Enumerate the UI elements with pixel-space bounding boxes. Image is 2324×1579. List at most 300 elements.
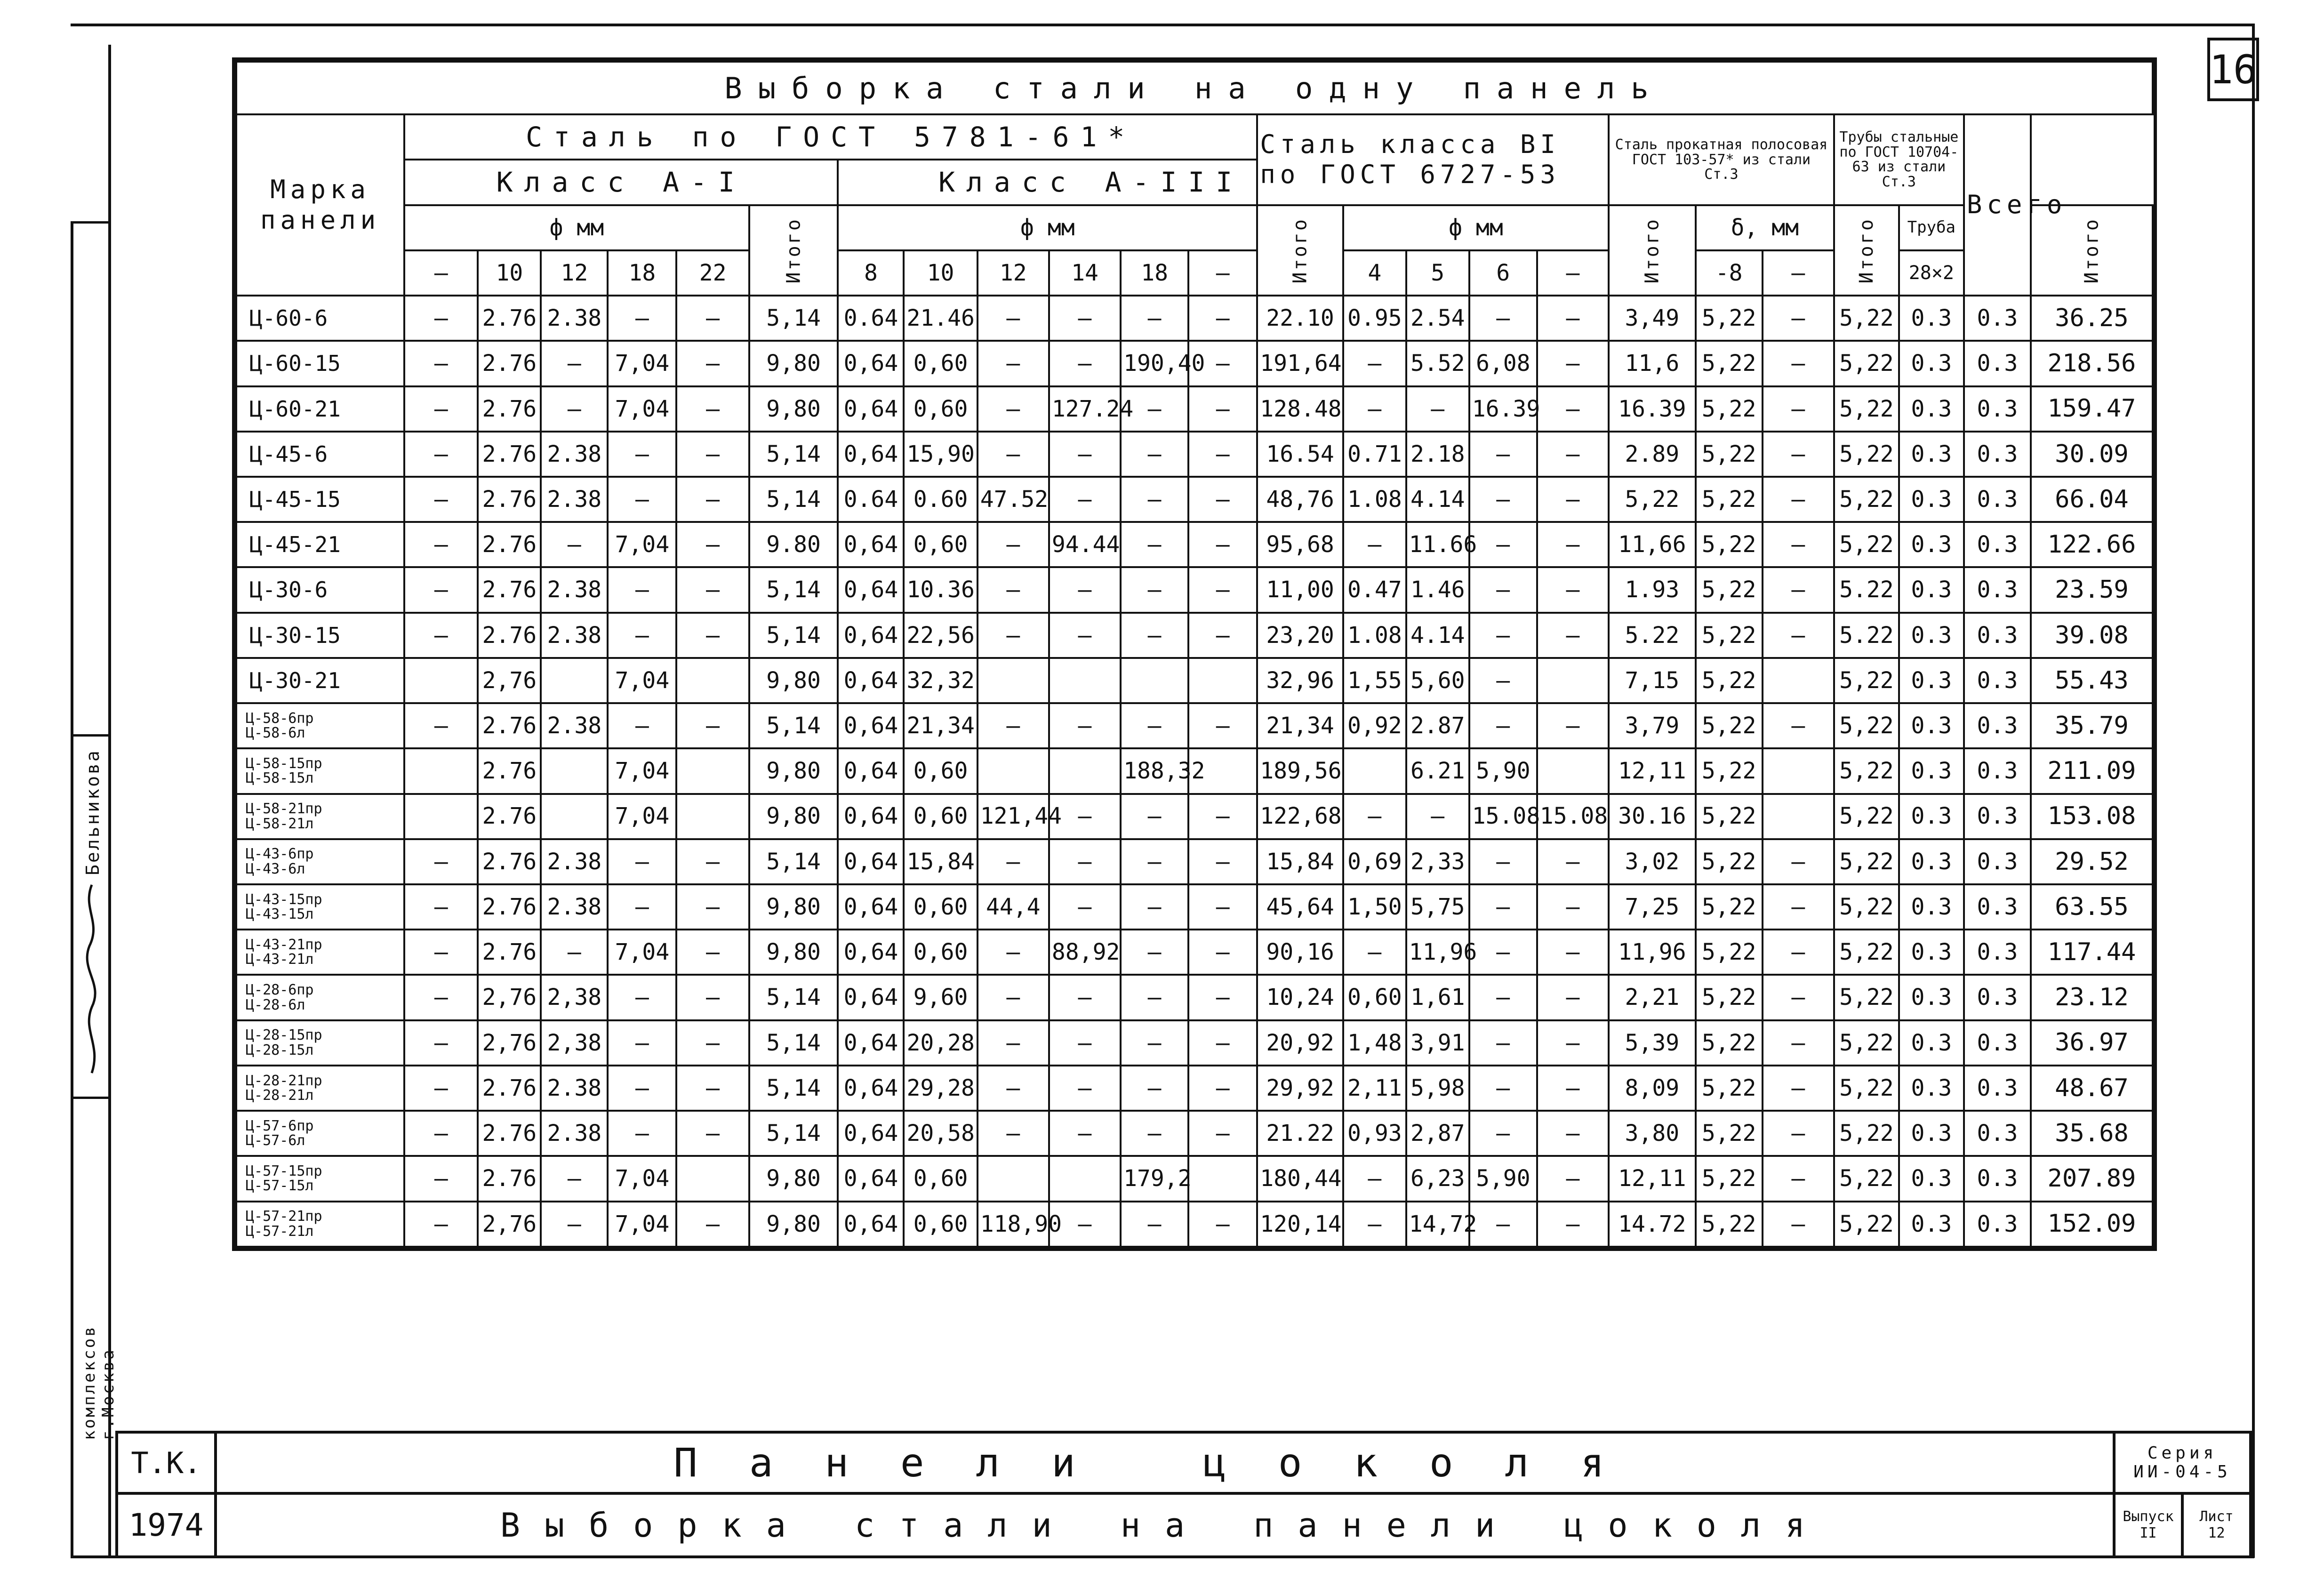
table-cell: — [1188,1020,1257,1066]
table-cell: 0,64 [838,1020,904,1066]
table-cell: — [1537,1156,1609,1201]
table-cell: — [608,975,676,1020]
table-cell: — [404,386,478,432]
panel-mark: Ц-43-6пр Ц-43-6л [236,839,404,884]
table-cell: — [1343,1202,1406,1247]
table-cell: 2.76 [478,1156,541,1201]
table-cell: 0.3 [1964,1111,2031,1156]
table-cell: — [1469,1111,1537,1156]
table-cell: 47.52 [978,477,1049,522]
row-total: 218.56 [2031,341,2153,386]
row-total: 55.43 [2031,658,2153,703]
table-cell: 15,90 [904,432,977,477]
table-cell: 0.3 [1964,567,2031,612]
table-cell: — [1537,341,1609,386]
table-cell: 32,32 [904,658,977,703]
table-cell: — [1469,296,1537,341]
table-cell: 0.3 [1899,748,1964,794]
table-cell: — [1049,477,1121,522]
table-cell: 7,15 [1609,658,1696,703]
table-cell: 12,11 [1609,748,1696,794]
table-cell: 7,25 [1609,884,1696,930]
table-row [236,1202,2153,1247]
table-cell: 5,14 [749,296,838,341]
table-cell: 4.14 [1406,613,1469,658]
table-cell: 5.22 [1834,613,1899,658]
table-cell: 9,80 [749,1202,838,1247]
sub-a3: — [1188,250,1257,296]
table-cell: 44,4 [978,884,1049,930]
row-total: 153.08 [2031,794,2153,839]
table-cell: 189,56 [1257,748,1343,794]
table-cell: 5,14 [749,703,838,748]
table-cell: 0,60 [904,1202,977,1247]
table-cell: — [676,1111,749,1156]
table-cell: 20,92 [1257,1020,1343,1066]
table-cell [1121,658,1188,703]
group-b1-header: Сталь класса BI по ГОСТ 6727-53 [1257,114,1609,205]
table-cell: 5,22 [1696,1156,1763,1201]
table-cell: 11,66 [1609,522,1696,567]
table-cell: 11.66 [1406,522,1469,567]
table-cell: 11,00 [1257,567,1343,612]
table-cell: 0,64 [838,839,904,884]
table-cell: 15.08 [1469,794,1537,839]
table-cell: 1.93 [1609,567,1696,612]
table-cell: — [1049,884,1121,930]
table-cell: — [676,296,749,341]
table-cell: — [676,477,749,522]
table-cell: 2.76 [478,839,541,884]
table-cell: — [1121,703,1188,748]
table-cell: — [541,522,608,567]
table-cell: 5,22 [1834,1202,1899,1247]
table-cell: 1,55 [1343,658,1406,703]
table-cell: — [1469,884,1537,930]
table-cell: 20,58 [904,1111,977,1156]
table-cell: 0,64 [838,658,904,703]
panel-mark: Ц-60-15 [236,341,404,386]
panel-mark: Ц-58-6пр Ц-58-6л [236,703,404,748]
table-cell: 0,64 [838,522,904,567]
table-cell: — [1763,1156,1834,1201]
table-cell: 0.3 [1899,884,1964,930]
table-cell: 7,04 [608,522,676,567]
table-cell: 7,04 [608,794,676,839]
table-cell: — [608,839,676,884]
row-total: 207.89 [2031,1156,2153,1201]
table-cell: 15.08 [1537,794,1609,839]
table-cell: — [978,1066,1049,1111]
table-cell: — [404,296,478,341]
table-cell: 128.48 [1257,386,1343,432]
table-cell: — [404,477,478,522]
sub-a1: 10 [478,250,541,296]
table-cell: 5,90 [1469,748,1537,794]
table-cell: 5,22 [1834,432,1899,477]
table-cell: — [978,522,1049,567]
table-cell: 21.22 [1257,1111,1343,1156]
table-cell: 7,04 [608,1156,676,1201]
table-cell: — [1188,794,1257,839]
table-cell: 29,28 [904,1066,977,1111]
table-cell: 2,38 [541,975,608,1020]
panel-mark: Ц-45-15 [236,477,404,522]
table-cell: 15,84 [1257,839,1343,884]
table-cell: — [1188,341,1257,386]
panel-mark: Ц-30-21 [236,658,404,703]
table-cell: 0.3 [1899,794,1964,839]
table-cell: — [541,1156,608,1201]
sub-a1: — [404,250,478,296]
table-cell [541,794,608,839]
table-cell: — [978,341,1049,386]
table-cell: 2.38 [541,884,608,930]
table-cell: 9,80 [749,341,838,386]
top-border-line [71,24,2254,26]
table-cell: 7,04 [608,1202,676,1247]
table-cell: 5,22 [1696,1202,1763,1247]
table-cell: 1,50 [1343,884,1406,930]
table-cell: 0.3 [1964,1066,2031,1111]
table-cell: — [1188,432,1257,477]
table-cell: 2,21 [1609,975,1696,1020]
table-cell: — [1537,1202,1609,1247]
table-cell: 9,80 [749,658,838,703]
table-cell: — [608,1066,676,1111]
table-cell: — [1188,567,1257,612]
table-cell: — [1537,386,1609,432]
table-cell: — [1763,432,1834,477]
table-cell: 11,96 [1406,930,1469,975]
table-cell: 2.76 [478,477,541,522]
table-cell: — [541,930,608,975]
panel-mark: Ц-57-6пр Ц-57-6л [236,1111,404,1156]
panel-mark: Ц-45-21 [236,522,404,567]
table-cell: 0.3 [1899,1202,1964,1247]
series-label: Серия [2147,1443,2218,1463]
table-cell: 5,22 [1834,1156,1899,1201]
table-cell: — [978,296,1049,341]
table-cell: 7,04 [608,658,676,703]
table-cell: 2.76 [478,522,541,567]
table-cell: 2.76 [478,386,541,432]
table-cell: 5.52 [1406,341,1469,386]
table-cell: 0,60 [904,794,977,839]
row-total: 66.04 [2031,477,2153,522]
table-cell: 188,32 [1121,748,1188,794]
table-cell [1763,794,1834,839]
table-cell: 0,60 [904,884,977,930]
itogo-b1: Итого [1609,205,1696,296]
table-cell: — [1188,839,1257,884]
panel-mark: Ц-28-6пр Ц-28-6л [236,975,404,1020]
table-cell: 0.3 [1964,1020,2031,1066]
table-cell: — [1537,432,1609,477]
table-cell: 4.14 [1406,477,1469,522]
table-cell [1537,658,1609,703]
issue-label: Выпуск [2123,1508,2174,1525]
table-cell: — [1537,567,1609,612]
table-cell: — [1049,703,1121,748]
table-cell: 1.08 [1343,477,1406,522]
table-cell: 179,2 [1121,1156,1188,1201]
table-cell: 0,64 [838,567,904,612]
table-cell: 16.54 [1257,432,1343,477]
table-cell: — [541,386,608,432]
delta-mm-strip: δ, мм [1696,205,1834,250]
table-cell: — [404,703,478,748]
table-cell: — [1537,1066,1609,1111]
table-cell: — [1469,567,1537,612]
table-cell: 5,14 [749,975,838,1020]
table-cell: 2.76 [478,296,541,341]
table-cell [404,794,478,839]
itogo-strip: Итого [1834,205,1899,296]
sub-b1: 4 [1343,250,1406,296]
table-cell: 0.3 [1899,477,1964,522]
table-cell: 0.3 [1899,386,1964,432]
table-cell: 0,64 [838,1111,904,1156]
table-cell: 0.3 [1964,794,2031,839]
table-cell: 2,76 [478,658,541,703]
table-cell: 5,22 [1834,522,1899,567]
table-cell: — [1121,884,1188,930]
table-cell: 2,11 [1343,1066,1406,1111]
title-block [115,1431,2252,1555]
table-cell: — [1188,522,1257,567]
sheet-number: 16 [2209,46,2257,93]
table-cell: — [1121,1111,1188,1156]
table-cell [676,748,749,794]
table-row [236,567,2153,612]
table-cell: 21.46 [904,296,977,341]
table-cell: 0.60 [904,477,977,522]
table-cell: 5,22 [1834,1111,1899,1156]
table-cell: — [1121,432,1188,477]
table-cell: 0.3 [1899,839,1964,884]
table-cell: 0.3 [1964,613,2031,658]
table-cell: 0.3 [1964,522,2031,567]
table-cell: 0.3 [1964,658,2031,703]
table-cell: 22,56 [904,613,977,658]
panel-mark: Ц-58-15пр Ц-58-15л [236,748,404,794]
table-cell: 5,22 [1696,386,1763,432]
table-cell: 2.38 [541,839,608,884]
table-cell [541,658,608,703]
sub-a1: 12 [541,250,608,296]
table-cell: 14.72 [1609,1202,1696,1247]
table-cell: 0,60 [904,748,977,794]
table-cell: — [1469,522,1537,567]
table-cell: 5,22 [1834,884,1899,930]
table-cell: — [978,1111,1049,1156]
table-cell: 0,64 [838,1156,904,1201]
series-cell [2114,1432,2251,1493]
signature-name: Бельникова [82,749,103,875]
table-cell: 0.3 [1964,477,2031,522]
table-cell: 11,6 [1609,341,1696,386]
row-total: 36.97 [2031,1020,2153,1066]
table-cell: — [404,432,478,477]
table-cell: 5,14 [749,1020,838,1066]
table-cell: 2.76 [478,703,541,748]
table-cell: 9,80 [749,884,838,930]
table-row [236,1111,2153,1156]
row-total: 117.44 [2031,930,2153,975]
table-cell: — [404,884,478,930]
table-cell [1049,1156,1121,1201]
class-a1-header: Класс А-I [404,160,838,205]
table-cell: 20,28 [904,1020,977,1066]
table-cell: 0,60 [904,522,977,567]
table-cell: — [978,975,1049,1020]
table-cell: 5,14 [749,839,838,884]
table-cell: 0,64 [838,748,904,794]
table-row [236,794,2153,839]
table-cell: 5,22 [1696,477,1763,522]
table-cell: — [1049,975,1121,1020]
table-cell: 29,92 [1257,1066,1343,1111]
table-row [236,477,2153,522]
table-cell: 120,14 [1257,1202,1343,1247]
table-cell: 22.10 [1257,296,1343,341]
table-cell: — [1763,1202,1834,1247]
table-cell: 5,22 [1696,296,1763,341]
table-cell: 5,14 [749,477,838,522]
table-cell: — [404,1111,478,1156]
table-cell: 5,14 [749,1111,838,1156]
table-cell: — [1537,839,1609,884]
table-cell: 3,02 [1609,839,1696,884]
table-cell: 95,68 [1257,522,1343,567]
table-cell: — [1121,477,1188,522]
table-cell: 5,22 [1696,567,1763,612]
table-cell: 5,22 [1696,522,1763,567]
table-cell: — [608,296,676,341]
panel-mark: Ц-43-21пр Ц-43-21л [236,930,404,975]
series-value: ИИ-04-5 [2133,1462,2231,1482]
table-cell: — [1469,613,1537,658]
table-cell: 2.38 [541,296,608,341]
table-cell: 15,84 [904,839,977,884]
table-cell: 16.39 [1469,386,1537,432]
table-cell: — [1049,1111,1121,1156]
table-cell: 5,22 [1696,839,1763,884]
table-cell: 0.3 [1899,703,1964,748]
table-cell [676,1156,749,1201]
group-strip-header: Сталь прокатная полосовая ГОСТ 103-57* из стали Ст.3 [1609,114,1834,205]
col-total-header: Всего [1964,114,2031,296]
table-cell: — [404,1156,478,1201]
table-cell: — [608,1111,676,1156]
table-cell: — [1763,703,1834,748]
table-cell: 2.76 [478,884,541,930]
table-cell: 191,64 [1257,341,1343,386]
table-cell: — [1763,567,1834,612]
table-row [236,839,2153,884]
table-cell: — [1537,975,1609,1020]
table-cell: — [1049,613,1121,658]
table-row [236,658,2153,703]
table-cell: 9,60 [904,975,977,1020]
table-cell: 0.3 [1899,522,1964,567]
table-cell: — [1763,1066,1834,1111]
table-cell: 2.38 [541,477,608,522]
row-total: 29.52 [2031,839,2153,884]
table-row [236,884,2153,930]
table-cell: 2.54 [1406,296,1469,341]
table-cell: — [1121,930,1188,975]
table-cell: 0.64 [838,477,904,522]
table-cell: 10.36 [904,567,977,612]
panel-mark: Ц-30-6 [236,567,404,612]
table-cell: — [541,341,608,386]
table-cell: 6,08 [1469,341,1537,386]
table-cell: 0.3 [1964,1202,2031,1247]
table-cell: 0.3 [1899,1111,1964,1156]
row-total: 23.59 [2031,567,2153,612]
table-cell: 5,90 [1469,1156,1537,1201]
table-cell: 14,72 [1406,1202,1469,1247]
table-row [236,975,2153,1020]
table-cell: 1.08 [1343,613,1406,658]
right-frame-line [2252,24,2255,1558]
table-cell: 0.3 [1964,1156,2031,1201]
table-cell: — [1763,1111,1834,1156]
table-cell [541,748,608,794]
table-cell: 0,64 [838,794,904,839]
table-cell: — [1763,296,1834,341]
signature-scribble [78,880,106,1078]
table-cell: 2.76 [478,341,541,386]
table-cell: 3,91 [1406,1020,1469,1066]
table-cell: 5,22 [1696,1111,1763,1156]
table-cell: — [1049,341,1121,386]
table-cell: — [608,432,676,477]
table-cell: 9,80 [749,1156,838,1201]
table-cell: — [676,386,749,432]
table-cell: 0.3 [1899,658,1964,703]
steel-selection-table [232,57,2157,1251]
org-label: Т.К. [117,1432,216,1493]
table-cell: 2.38 [541,1066,608,1111]
table-cell: — [1049,1202,1121,1247]
table-cell: — [1188,1202,1257,1247]
table-cell: — [1121,296,1188,341]
table-cell: — [1343,1156,1406,1201]
table-row [236,1020,2153,1066]
table-cell: — [1121,1202,1188,1247]
table-cell: 2.38 [541,1111,608,1156]
table-cell: — [1188,703,1257,748]
table-cell: — [1188,1066,1257,1111]
sub-a3: 18 [1121,250,1188,296]
table-row [236,748,2153,794]
panel-mark: Ц-58-21пр Ц-58-21л [236,794,404,839]
table-row [236,296,2153,341]
table-cell: 5,22 [1834,703,1899,748]
table-cell [978,658,1049,703]
table-cell: — [1469,975,1537,1020]
table-cell: 5,22 [1834,296,1899,341]
col-mark-header: Марка панели [236,114,404,296]
table-cell: 2,76 [478,975,541,1020]
table-cell [676,794,749,839]
sheet-label: Лист [2199,1508,2234,1525]
row-total: 39.08 [2031,613,2153,658]
table-cell: 5,14 [749,1066,838,1111]
